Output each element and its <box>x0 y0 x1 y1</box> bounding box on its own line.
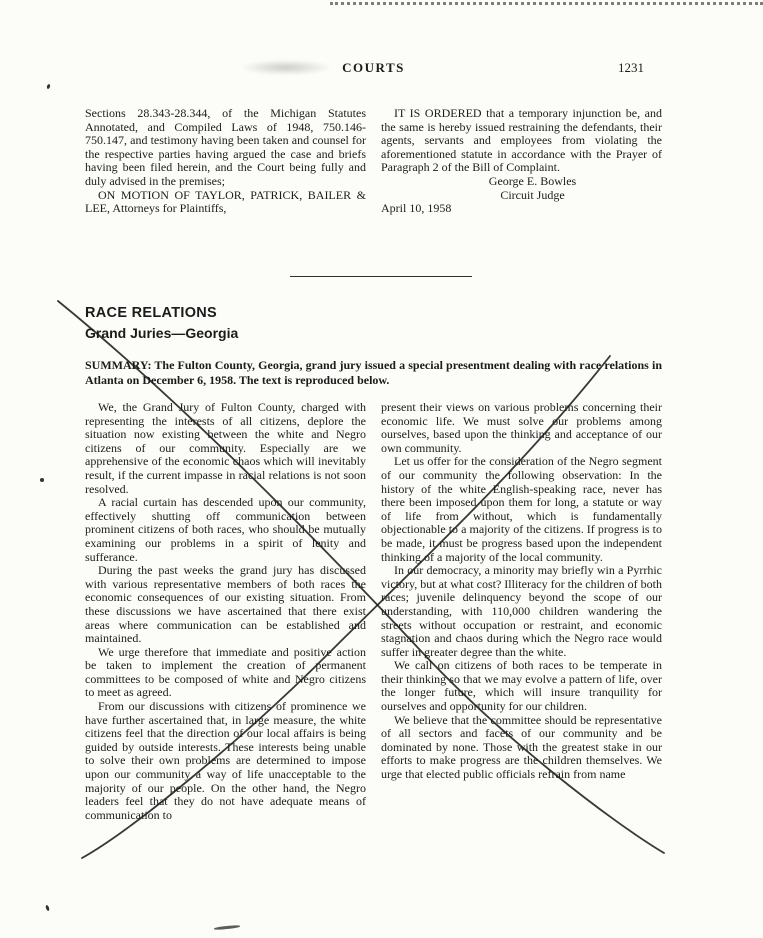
left-column <box>85 401 366 822</box>
paragraph: We believe that the committee should be representative of all sectors and facets of our community and be dominated by none. Those with the greatest stake in our efforts to make progress are the children themselves. We urge that elected public officials refrain from name <box>381 712 662 782</box>
scan-artifact-dotted-line <box>330 2 763 5</box>
paragraph: From our discussions with citizens of prominence we have further ascertained that, in large measure, the white citizens feel that the direction of our local affairs is being guided by outside interests. These interests being unable to solve their own problems are determined to impose upon our community a way of life unacceptable to the majority of our people. On the other hand, the Negro leaders feel that they do not have adequate means of communication to <box>85 699 366 822</box>
paragraph: IT IS ORDERED that a temporary injunction be, and the same is hereby issued restraining the defendants, their agents, servants and employees from violating the aforementioned statute in accordance with the Prayer of Paragraph 2 of the Bill of Complaint. <box>381 106 662 175</box>
section-divider-rule <box>290 276 472 277</box>
ink-speck <box>214 925 240 931</box>
paragraph: We call on citizens of both races to be temperate in their thinking so that we may evolve a pattern of life, over the longer future, which will insure tranquility for ourselves and opportunity for our children. <box>381 658 662 714</box>
paragraph: present their views on various problems concerning their economic life. We must solve our problems among ourselves, based upon the thinking and acceptance of our own community. <box>381 400 662 455</box>
paragraph: ON MOTION OF TAYLOR, PATRICK, BAILER & LEE, Attorneys for Plaintiffs, <box>85 187 366 216</box>
ink-speck <box>45 905 50 912</box>
section-subheading: Grand Juries—Georgia <box>85 325 239 341</box>
paragraph: Let us offer for the consideration of the Negro segment of our community the following observation: In the history of the white English-speaking race, never has there been imposed upon them for long, a statute or way of life from without, which is fundamentally objectionable to a majority of the citizens. If progress is to be made, it must be progress based upon the independent thinking of a majority of the local community. <box>381 454 662 564</box>
signature-title: Circuit Judge <box>500 187 565 202</box>
section-heading: RACE RELATIONS <box>85 305 218 321</box>
paragraph: A racial curtain has descended upon our community, effectively shutting off communication between prominent citizens of both races, who should be mutually examining our problems in a spirit of lenity and sufferance. <box>85 495 366 564</box>
order-date: April 10, 1958 <box>381 201 452 216</box>
presentment-text <box>85 401 662 822</box>
paragraph: We, the Grand Jury of Fulton County, charged with representing the interests of all citizens, deplore the situation now existing between the white and Negro citizens of our community. Especially are we apprehensive of the economic chaos which will inevitably result, if the current impasse in racial relations is not soon resolved. <box>85 400 366 496</box>
running-title: COURTS <box>342 60 405 75</box>
page-number: 1231 <box>618 60 644 75</box>
right-column <box>381 401 662 822</box>
section-head <box>85 305 238 341</box>
page-header <box>85 60 662 78</box>
paragraph: In our democracy, a minority may briefly win a Pyrrhic victory, but at what cost? Illiteracy for the children of both races; juvenile delinquency beyond the scope of our understanding, with 110,000 children wandering the streets without occupation or restraint, and economic stagnation and chaos during which the Negro race would suffer in greater degree than the white. <box>381 563 662 659</box>
paragraph: We urge therefore that immediate and positive action be taken to implement the creation of permanent committees to be composed of white and Negro citizens to meet as agreed. <box>85 644 366 700</box>
ink-speck <box>46 84 50 90</box>
summary-paragraph: SUMMARY: The Fulton County, Georgia, grand jury issued a special presentment dealing with race relations in Atlanta on December 6, 1958. The text is reproduced below. <box>85 358 662 387</box>
signature-name: George E. Bowles <box>488 173 577 188</box>
right-column <box>381 107 662 216</box>
court-order-section <box>85 107 662 216</box>
ink-speck <box>40 478 44 482</box>
left-column <box>85 107 366 216</box>
paragraph: During the past weeks the grand jury has discussed with various representative members of both races the economic consequences of our existing situation. From these discussions we have ascertained that there exist areas where communication can be established and maintained. <box>85 563 366 646</box>
paragraph: Sections 28.343-28.344, of the Michigan Statutes Annotated, and Compiled Laws of 1948, 750.146-750.147, and testimony having been taken and counsel for the respective parties having argued the case and briefs having been filed herein, and the Court being fully and duly advised in the premises; <box>85 106 366 188</box>
